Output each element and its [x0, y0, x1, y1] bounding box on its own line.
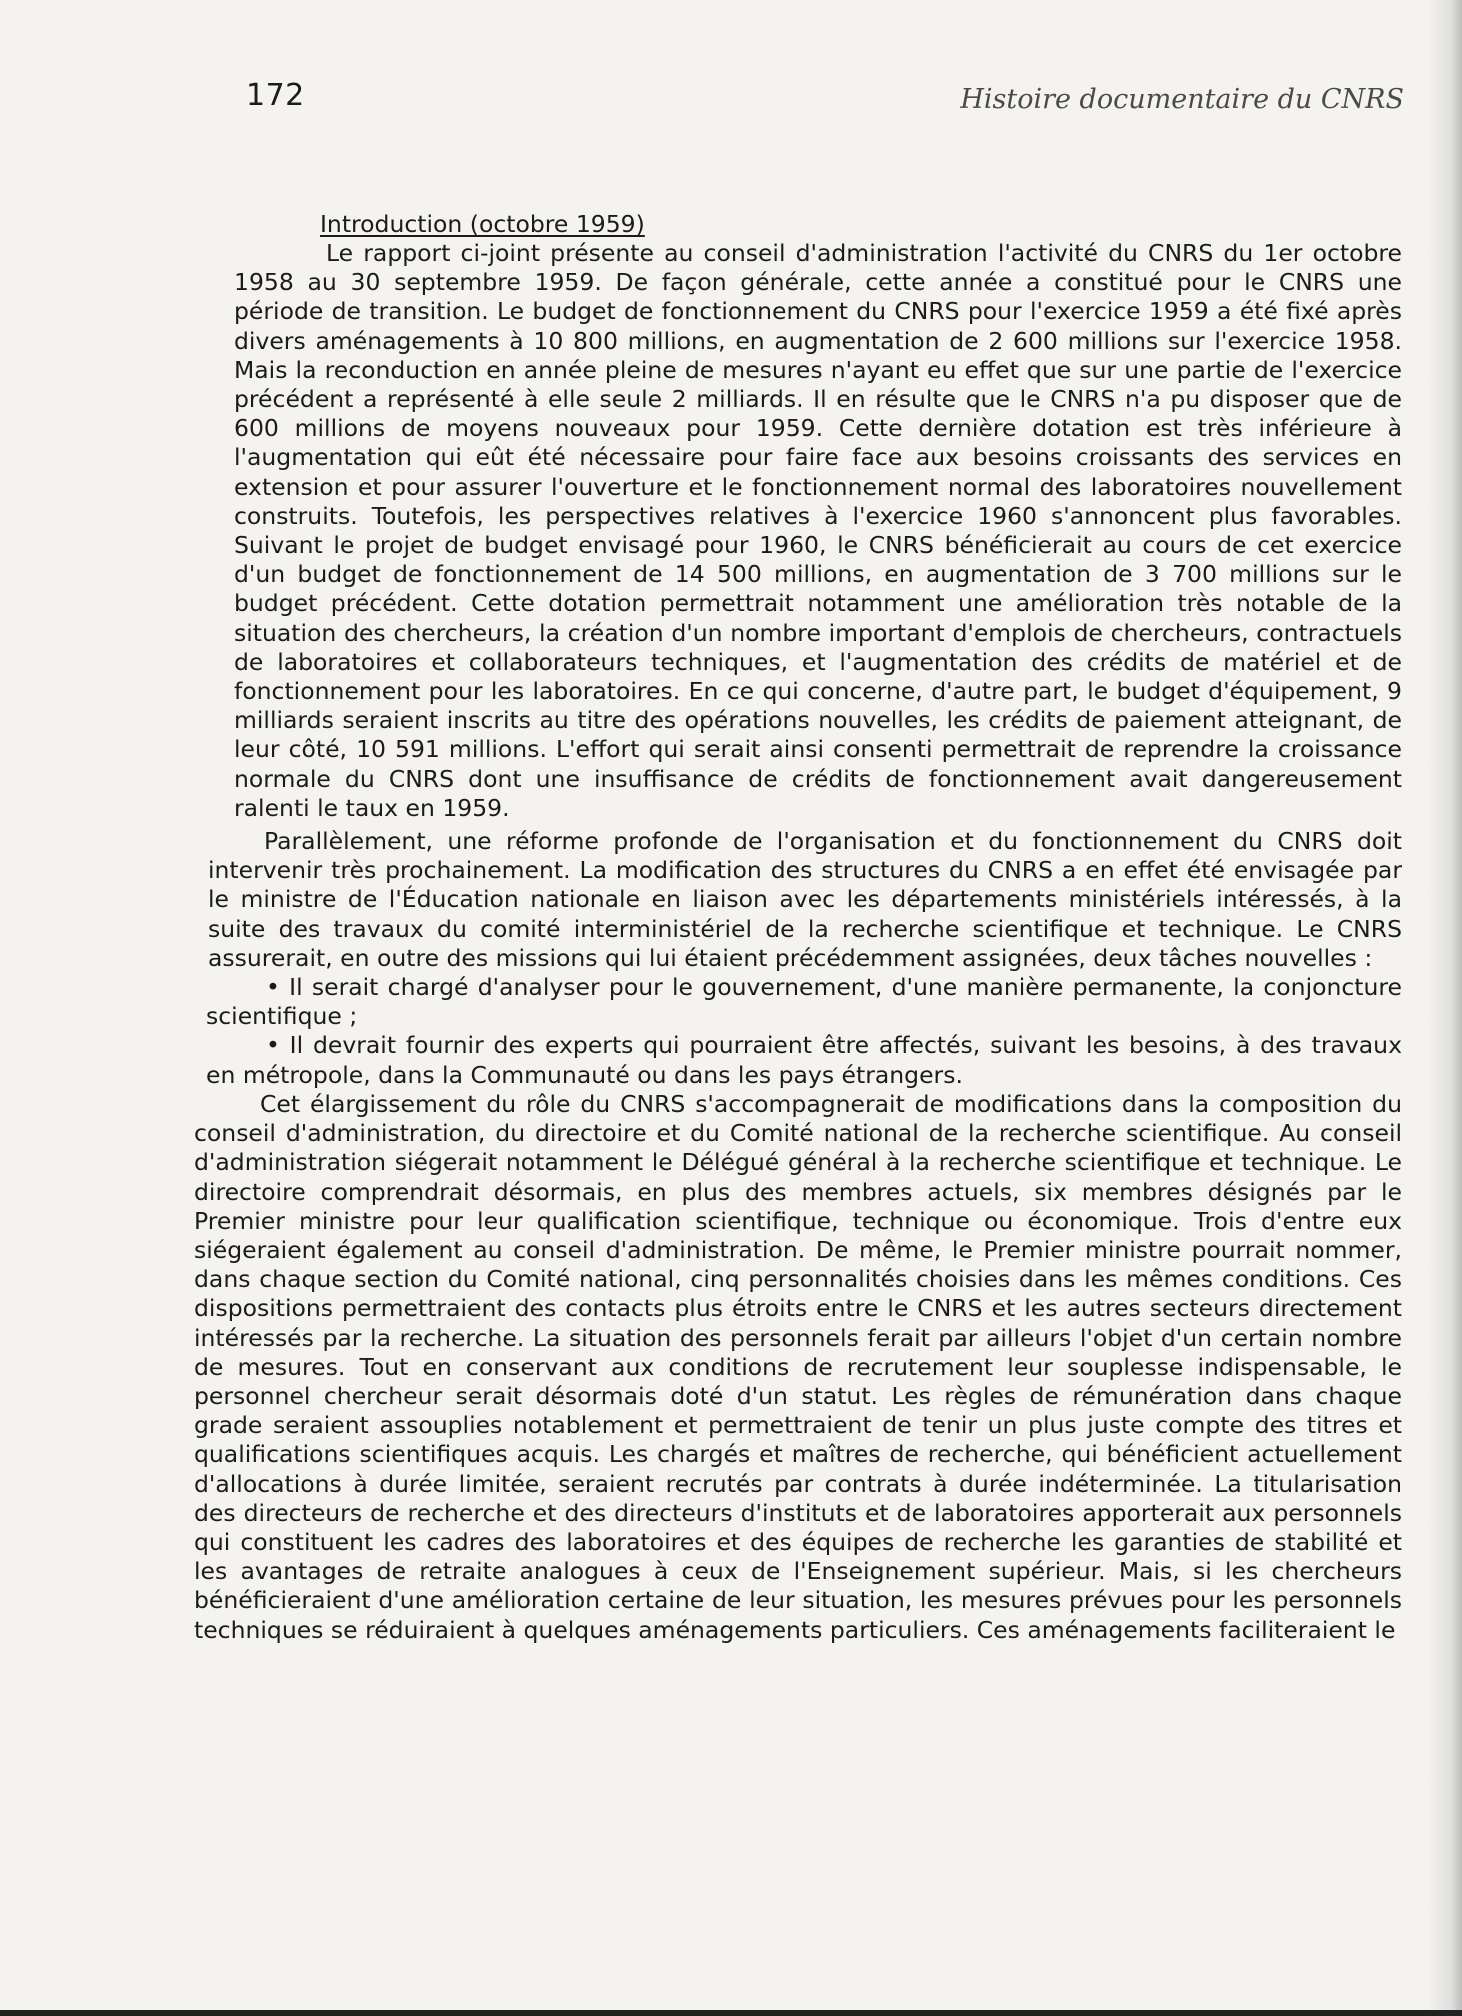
page-bottom-border: [0, 2010, 1462, 2016]
running-title: Histoire documentaire du CNRS: [960, 84, 1404, 115]
page-edge-shadow: [1428, 0, 1462, 2016]
bullet-item-2: • Il devrait fournir des experts qui pourraient être affectés, suivant les besoins, à des travaux en métropole, dans la Communauté ou dans les pays étrangers.: [206, 1031, 1402, 1089]
paragraph-3: Cet élargissement du rôle du CNRS s'accompagnerait de modifications dans la composition du conseil d'administration, du directoire et du Comité national de la recherche scientifique. Au conseil d'administration siégerait notamment le Délégué général à la recherche scientifique et technique. Le directoire comprendrait désormais, en plus des membres actuels, six membres désignés par le Premier ministre pour leur qualification scientifique, technique ou économique. Trois d'entre eux siégeraient également au conseil d'administration. De même, le Premier ministre pourrait nommer, dans chaque section du Comité national, cinq personnalités choisies dans les mêmes conditions. Ces dispositions permettraient des contacts plus étroits entre le CNRS et les autres secteurs directement intéressés par la recherche. La situation des personnels ferait par ailleurs l'objet d'un certain nombre de mesures. Tout en conservant aux conditions de recrutement leur souplesse indispensable, le personnel chercheur serait désormais doté d'un statut. Les règles de rémunération dans chaque grade seraient assouplies notablement et permettraient de tenir un plus juste compte des titres et qualifications scientifiques acquis. Les chargés et maîtres de recherche, qui bénéficient actuellement d'allocations à durée limitée, seraient recrutés par contrats à durée indéterminée. La titularisation des directeurs de recherche et des directeurs d'instituts et de laboratoires apporterait aux personnels qui constituent les cadres des laboratoires et des équipes de recherche les garanties de stabilité et les avantages de retraite analogues à ceux de l'Enseignement supérieur. Mais, si les chercheurs bénéficieraient d'une amélioration certaine de leur situation, les mesures prévues pour les personnels techniques se réduiraient à quelques aménagements particuliers. Ces aménagements faciliteraient le: [194, 1089, 1402, 1644]
bullet-item-1: • Il serait chargé d'analyser pour le gouvernement, d'une manière permanente, la conjoncture scientifique ;: [206, 973, 1402, 1031]
paragraph-1: Le rapport ci-joint présente au conseil d'administration l'activité du CNRS du 1er octobre 1958 au 30 septembre 1959. De façon générale, cette année a constitué pour le CNRS une période de transition. Le budget de fonctionnement du CNRS pour l'exercice 1959 a été fixé après divers aménagements à 10 800 millions, en augmentation de 2 600 millions sur l'exercice 1958. Mais la reconduction en année pleine de mesures n'ayant eu effet que sur une partie de l'exercice précédent a représenté à elle seule 2 milliards. Il en résulte que le CNRS n'a pu disposer que de 600 millions de moyens nouveaux pour 1959. Cette dernière dotation est très inférieure à l'augmentation qui eût été nécessaire pour faire face aux besoins croissants des services en extension et pour assurer l'ouverture et le fonctionnement normal des laboratoires nouvellement construits. Toutefois, les perspectives relatives à l'exercice 1960 s'annoncent plus favorables. Suivant le projet de budget envisagé pour 1960, le CNRS bénéficierait au cours de cet exercice d'un budget de fonctionnement de 14 500 millions, en augmentation de 3 700 millions sur le budget précédent. Cette dotation permettrait notamment une amélioration très notable de la situation des chercheurs, la création d'un nombre important d'emplois de chercheurs, contractuels de laboratoires et collaborateurs techniques, et l'augmentation des crédits de matériel et de fonctionnement pour les laboratoires. En ce qui concerne, d'autre part, le budget d'équipement, 9 milliards seraient inscrits au titre des opérations nouvelles, les crédits de paiement atteignant, de leur côté, 10 591 millions. L'effort qui serait ainsi consenti permettrait de reprendre la croissance normale du CNRS dont une insuffisance de crédits de fonctionnement avait dangereusement ralenti le taux en 1959.: [234, 239, 1402, 822]
section-heading: Introduction (octobre 1959): [320, 210, 645, 238]
body-text: [170, 210, 1402, 1645]
page-number: 172: [246, 78, 305, 113]
paragraph-2: Parallèlement, une réforme profonde de l'organisation et du fonctionnement du CNRS doit intervenir très prochainement. La modification des structures du CNRS a en effet été envisagée par le ministre de l'Éducation nationale en liaison avec les départements ministériels intéressés, à la suite des travaux du comité interministériel de la recherche scientifique et technique. Le CNRS assurerait, en outre des missions qui lui étaient précédemment assignées, deux tâches nouvelles :: [208, 827, 1402, 972]
